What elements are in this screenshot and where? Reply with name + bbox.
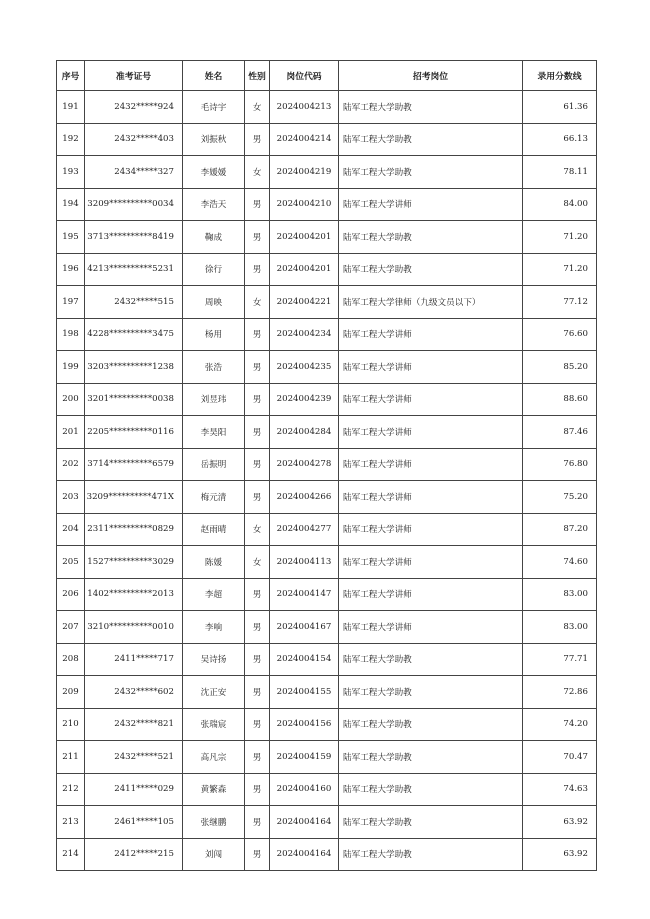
exam-id-cell: 2412*****215 <box>85 838 183 871</box>
name-cell: 高凡宗 <box>183 741 245 774</box>
exam-id-cell: 2411*****029 <box>85 773 183 806</box>
cutoff-score-cell: 76.60 <box>523 318 597 351</box>
exam-id-cell: 2205**********0116 <box>85 416 183 449</box>
exam-id-cell: 3714**********6579 <box>85 448 183 481</box>
position-cell: 陆军工程大学助教 <box>339 123 523 156</box>
table-row <box>57 546 597 579</box>
seq-cell: 213 <box>57 806 85 839</box>
position-cell: 陆军工程大学讲师 <box>339 318 523 351</box>
seq-cell: 201 <box>57 416 85 449</box>
cutoff-score-cell: 70.47 <box>523 741 597 774</box>
cutoff-score-cell: 72.86 <box>523 676 597 709</box>
position-cell: 陆军工程大学讲师 <box>339 481 523 514</box>
name-cell: 杨用 <box>183 318 245 351</box>
gender-cell: 男 <box>245 838 270 871</box>
cutoff-score-cell: 71.20 <box>523 221 597 254</box>
position-code-cell: 2024004201 <box>270 253 339 286</box>
header-row <box>57 61 597 91</box>
position-code-cell: 2024004221 <box>270 286 339 319</box>
exam-id-cell: 1402**********2013 <box>85 578 183 611</box>
gender-cell: 男 <box>245 188 270 221</box>
seq-cell: 192 <box>57 123 85 156</box>
name-cell: 黄繁森 <box>183 773 245 806</box>
table-row <box>57 513 597 546</box>
cutoff-score-cell: 74.60 <box>523 546 597 579</box>
exam-id-cell: 2432*****521 <box>85 741 183 774</box>
header-cutoff-score: 录用分数线 <box>523 61 597 91</box>
seq-cell: 193 <box>57 156 85 189</box>
position-code-cell: 2024004219 <box>270 156 339 189</box>
position-cell: 陆军工程大学讲师 <box>339 188 523 221</box>
position-cell: 陆军工程大学助教 <box>339 806 523 839</box>
name-cell: 岳振明 <box>183 448 245 481</box>
seq-cell: 204 <box>57 513 85 546</box>
position-cell: 陆军工程大学讲师 <box>339 611 523 644</box>
gender-cell: 男 <box>245 578 270 611</box>
position-cell: 陆军工程大学助教 <box>339 838 523 871</box>
name-cell: 赵雨晴 <box>183 513 245 546</box>
position-code-cell: 2024004113 <box>270 546 339 579</box>
position-cell: 陆军工程大学助教 <box>339 676 523 709</box>
header-seq: 序号 <box>57 61 85 91</box>
position-code-cell: 2024004278 <box>270 448 339 481</box>
name-cell: 鞠成 <box>183 221 245 254</box>
name-cell: 刘振秋 <box>183 123 245 156</box>
name-cell: 刘闯 <box>183 838 245 871</box>
exam-id-cell: 2461*****105 <box>85 806 183 839</box>
position-cell: 陆军工程大学助教 <box>339 156 523 189</box>
seq-cell: 212 <box>57 773 85 806</box>
header-exam-id: 准考证号 <box>85 61 183 91</box>
position-code-cell: 2024004284 <box>270 416 339 449</box>
cutoff-score-cell: 85.20 <box>523 351 597 384</box>
seq-cell: 196 <box>57 253 85 286</box>
name-cell: 毛诗宇 <box>183 91 245 124</box>
position-cell: 陆军工程大学助教 <box>339 773 523 806</box>
exam-id-cell: 2432*****403 <box>85 123 183 156</box>
seq-cell: 209 <box>57 676 85 709</box>
exam-id-cell: 2311**********0829 <box>85 513 183 546</box>
header-position: 招考岗位 <box>339 61 523 91</box>
exam-id-cell: 2432*****602 <box>85 676 183 709</box>
table-row <box>57 676 597 709</box>
position-code-cell: 2024004164 <box>270 806 339 839</box>
position-code-cell: 2024004266 <box>270 481 339 514</box>
position-cell: 陆军工程大学讲师 <box>339 578 523 611</box>
table-row <box>57 806 597 839</box>
cutoff-score-cell: 77.12 <box>523 286 597 319</box>
results-body <box>57 91 597 871</box>
cutoff-score-cell: 63.92 <box>523 806 597 839</box>
table-row <box>57 123 597 156</box>
table-row <box>57 351 597 384</box>
seq-cell: 195 <box>57 221 85 254</box>
table-row <box>57 286 597 319</box>
cutoff-score-cell: 66.13 <box>523 123 597 156</box>
position-code-cell: 2024004213 <box>270 91 339 124</box>
exam-id-cell: 2432*****924 <box>85 91 183 124</box>
position-cell: 陆军工程大学助教 <box>339 221 523 254</box>
exam-id-cell: 4228**********3475 <box>85 318 183 351</box>
position-code-cell: 2024004167 <box>270 611 339 644</box>
gender-cell: 女 <box>245 286 270 319</box>
position-cell: 陆军工程大学讲师 <box>339 546 523 579</box>
gender-cell: 男 <box>245 123 270 156</box>
name-cell: 李超 <box>183 578 245 611</box>
table-row <box>57 91 597 124</box>
cutoff-score-cell: 87.46 <box>523 416 597 449</box>
header-name: 姓名 <box>183 61 245 91</box>
name-cell: 张浩 <box>183 351 245 384</box>
position-cell: 陆军工程大学讲师 <box>339 448 523 481</box>
position-cell: 陆军工程大学助教 <box>339 253 523 286</box>
cutoff-score-cell: 76.80 <box>523 448 597 481</box>
table-row <box>57 741 597 774</box>
seq-cell: 199 <box>57 351 85 384</box>
seq-cell: 211 <box>57 741 85 774</box>
table-row <box>57 383 597 416</box>
position-code-cell: 2024004239 <box>270 383 339 416</box>
exam-id-cell: 2432*****515 <box>85 286 183 319</box>
table-row <box>57 611 597 644</box>
name-cell: 刘昱玮 <box>183 383 245 416</box>
table-row <box>57 481 597 514</box>
position-code-cell: 2024004234 <box>270 318 339 351</box>
position-code-cell: 2024004235 <box>270 351 339 384</box>
position-cell: 陆军工程大学助教 <box>339 91 523 124</box>
position-cell: 陆军工程大学讲师 <box>339 383 523 416</box>
exam-id-cell: 3210**********0010 <box>85 611 183 644</box>
cutoff-score-cell: 84.00 <box>523 188 597 221</box>
name-cell: 沈正安 <box>183 676 245 709</box>
table-row <box>57 643 597 676</box>
name-cell: 李响 <box>183 611 245 644</box>
gender-cell: 男 <box>245 221 270 254</box>
gender-cell: 男 <box>245 741 270 774</box>
cutoff-score-cell: 77.71 <box>523 643 597 676</box>
cutoff-score-cell: 78.11 <box>523 156 597 189</box>
position-cell: 陆军工程大学助教 <box>339 643 523 676</box>
cutoff-score-cell: 83.00 <box>523 611 597 644</box>
gender-cell: 男 <box>245 773 270 806</box>
header-gender: 性别 <box>245 61 270 91</box>
gender-cell: 男 <box>245 416 270 449</box>
position-code-cell: 2024004155 <box>270 676 339 709</box>
position-cell: 陆军工程大学讲师 <box>339 416 523 449</box>
exam-id-cell: 3209**********471X <box>85 481 183 514</box>
seq-cell: 205 <box>57 546 85 579</box>
gender-cell: 女 <box>245 91 270 124</box>
position-cell: 陆军工程大学讲师 <box>339 513 523 546</box>
gender-cell: 女 <box>245 546 270 579</box>
gender-cell: 男 <box>245 383 270 416</box>
header-position-code: 岗位代码 <box>270 61 339 91</box>
table-row <box>57 708 597 741</box>
name-cell: 李浩天 <box>183 188 245 221</box>
exam-id-cell: 3203**********1238 <box>85 351 183 384</box>
seq-cell: 208 <box>57 643 85 676</box>
cutoff-score-cell: 83.00 <box>523 578 597 611</box>
table-row <box>57 253 597 286</box>
exam-id-cell: 2411*****717 <box>85 643 183 676</box>
results-table <box>56 60 597 871</box>
gender-cell: 男 <box>245 448 270 481</box>
seq-cell: 197 <box>57 286 85 319</box>
gender-cell: 男 <box>245 481 270 514</box>
seq-cell: 202 <box>57 448 85 481</box>
gender-cell: 男 <box>245 253 270 286</box>
position-code-cell: 2024004164 <box>270 838 339 871</box>
seq-cell: 191 <box>57 91 85 124</box>
name-cell: 梅元清 <box>183 481 245 514</box>
position-code-cell: 2024004154 <box>270 643 339 676</box>
gender-cell: 女 <box>245 513 270 546</box>
name-cell: 张继鹏 <box>183 806 245 839</box>
position-cell: 陆军工程大学助教 <box>339 708 523 741</box>
gender-cell: 男 <box>245 676 270 709</box>
name-cell: 李昊阳 <box>183 416 245 449</box>
exam-id-cell: 3201**********0038 <box>85 383 183 416</box>
seq-cell: 206 <box>57 578 85 611</box>
exam-id-cell: 3209**********0034 <box>85 188 183 221</box>
position-code-cell: 2024004147 <box>270 578 339 611</box>
position-code-cell: 2024004210 <box>270 188 339 221</box>
position-code-cell: 2024004156 <box>270 708 339 741</box>
cutoff-score-cell: 71.20 <box>523 253 597 286</box>
position-cell: 陆军工程大学助教 <box>339 741 523 774</box>
seq-cell: 198 <box>57 318 85 351</box>
name-cell: 李媛媛 <box>183 156 245 189</box>
cutoff-score-cell: 88.60 <box>523 383 597 416</box>
position-cell: 陆军工程大学律师（九级文员以下） <box>339 286 523 319</box>
table-row <box>57 448 597 481</box>
exam-id-cell: 2432*****821 <box>85 708 183 741</box>
position-code-cell: 2024004214 <box>270 123 339 156</box>
name-cell: 徐行 <box>183 253 245 286</box>
table-row <box>57 773 597 806</box>
cutoff-score-cell: 61.36 <box>523 91 597 124</box>
cutoff-score-cell: 63.92 <box>523 838 597 871</box>
table-row <box>57 318 597 351</box>
seq-cell: 214 <box>57 838 85 871</box>
table-row <box>57 416 597 449</box>
exam-id-cell: 4213**********5231 <box>85 253 183 286</box>
table-row <box>57 838 597 871</box>
table-row <box>57 188 597 221</box>
seq-cell: 200 <box>57 383 85 416</box>
name-cell: 周映 <box>183 286 245 319</box>
position-code-cell: 2024004159 <box>270 741 339 774</box>
position-code-cell: 2024004201 <box>270 221 339 254</box>
exam-id-cell: 1527**********3029 <box>85 546 183 579</box>
exam-id-cell: 2434*****327 <box>85 156 183 189</box>
gender-cell: 男 <box>245 351 270 384</box>
table-row <box>57 156 597 189</box>
gender-cell: 女 <box>245 156 270 189</box>
gender-cell: 男 <box>245 643 270 676</box>
gender-cell: 男 <box>245 806 270 839</box>
name-cell: 吴诗扬 <box>183 643 245 676</box>
name-cell: 张瑞宸 <box>183 708 245 741</box>
seq-cell: 194 <box>57 188 85 221</box>
seq-cell: 207 <box>57 611 85 644</box>
seq-cell: 210 <box>57 708 85 741</box>
gender-cell: 男 <box>245 708 270 741</box>
position-cell: 陆军工程大学讲师 <box>339 351 523 384</box>
name-cell: 陈媛 <box>183 546 245 579</box>
exam-id-cell: 3713**********8419 <box>85 221 183 254</box>
gender-cell: 男 <box>245 318 270 351</box>
position-code-cell: 2024004277 <box>270 513 339 546</box>
gender-cell: 男 <box>245 611 270 644</box>
cutoff-score-cell: 87.20 <box>523 513 597 546</box>
cutoff-score-cell: 75.20 <box>523 481 597 514</box>
table-row <box>57 221 597 254</box>
position-code-cell: 2024004160 <box>270 773 339 806</box>
table-row <box>57 578 597 611</box>
cutoff-score-cell: 74.20 <box>523 708 597 741</box>
seq-cell: 203 <box>57 481 85 514</box>
cutoff-score-cell: 74.63 <box>523 773 597 806</box>
